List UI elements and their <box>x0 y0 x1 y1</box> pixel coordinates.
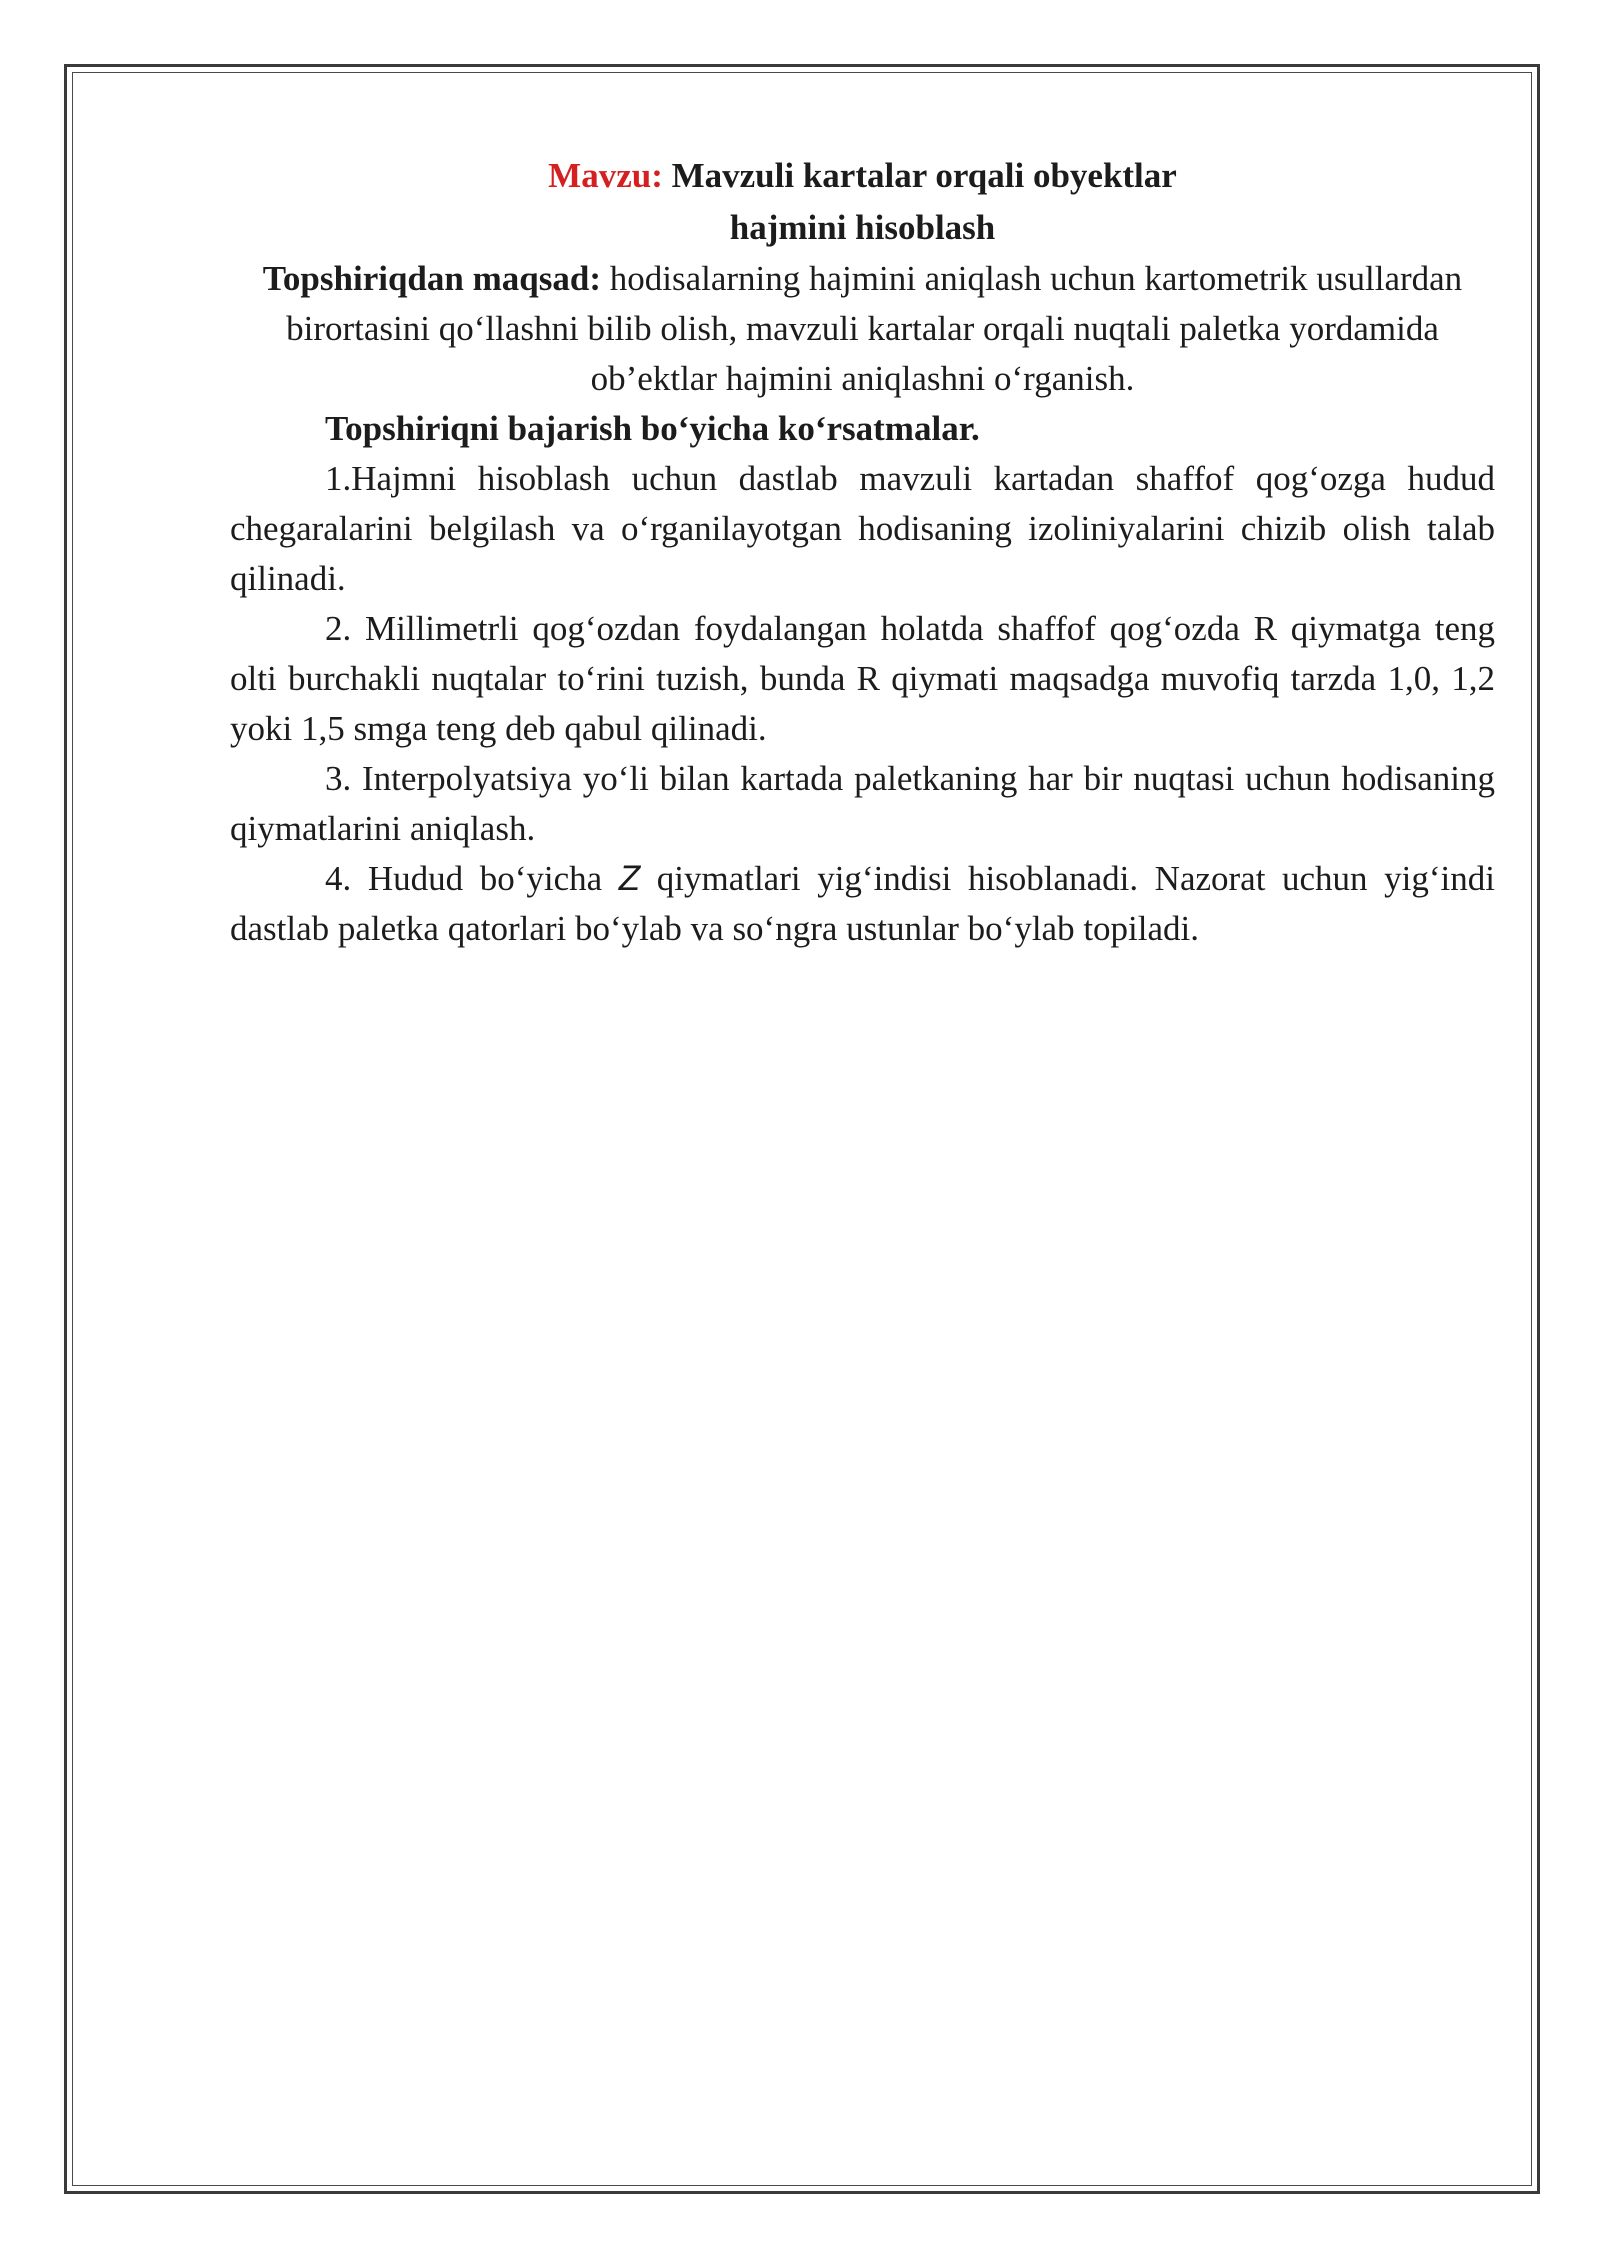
goal-lead: Topshiriqdan maqsad: <box>262 259 601 298</box>
step-4-after: qiymatlari yig‘indisi hisoblanadi. Nazorat uchun yig‘indi dastlab paletka qatorlari bo‘ylab va so‘ngra ustunlar bo‘ylab topiladi. <box>230 859 1495 948</box>
instructions-heading: Topshiriqni bajarish bo‘yicha ko‘rsatmalar. <box>325 409 980 448</box>
instruction-step-3: 3. Interpolyatsiya yo‘li bilan kartada paletkaning har bir nuqtasi uchun hodisaning qiymatlarini aniqlash. <box>230 759 1495 848</box>
goal-paragraph <box>230 254 1495 404</box>
document-title <box>230 150 1495 254</box>
variable-z: Z <box>618 859 641 898</box>
title-line-2: hajmini hisoblash <box>729 208 996 247</box>
instruction-step-1: 1.Hajmni hisoblash uchun dastlab mavzuli kartadan shaffof qog‘ozga hudud chegaralarini belgilash va o‘rganilayotgan hodisaning izoliniyalarini chizib olish talab qilinadi. <box>230 459 1495 598</box>
step-4-before: 4. Hudud bo‘yicha <box>325 859 619 898</box>
document-body <box>230 150 1495 954</box>
title-line-1: Mavzuli kartalar orqali obyektlar <box>671 156 1177 195</box>
instruction-step-4 <box>230 854 1495 954</box>
goal-text: hodisalarning hajmini aniqlash uchun kartometrik usullardan birortasini qo‘llashni bilib olish, mavzuli kartalar orqali nuqtali paletka yordamida ob’ektlar hajmini aniqlashni o‘rganish. <box>286 259 1463 398</box>
instruction-step-2: 2. Millimetrli qog‘ozdan foydalangan holatda shaffof qog‘ozda R qiymatga teng olti burchakli nuqtalar to‘rini tuzish, bunda R qiymati maqsadga muvofiq tarzda 1,0, 1,2 yoki 1,5 smga teng deb qabul qilinadi. <box>230 609 1495 748</box>
title-lead: Mavzu: <box>548 156 663 195</box>
